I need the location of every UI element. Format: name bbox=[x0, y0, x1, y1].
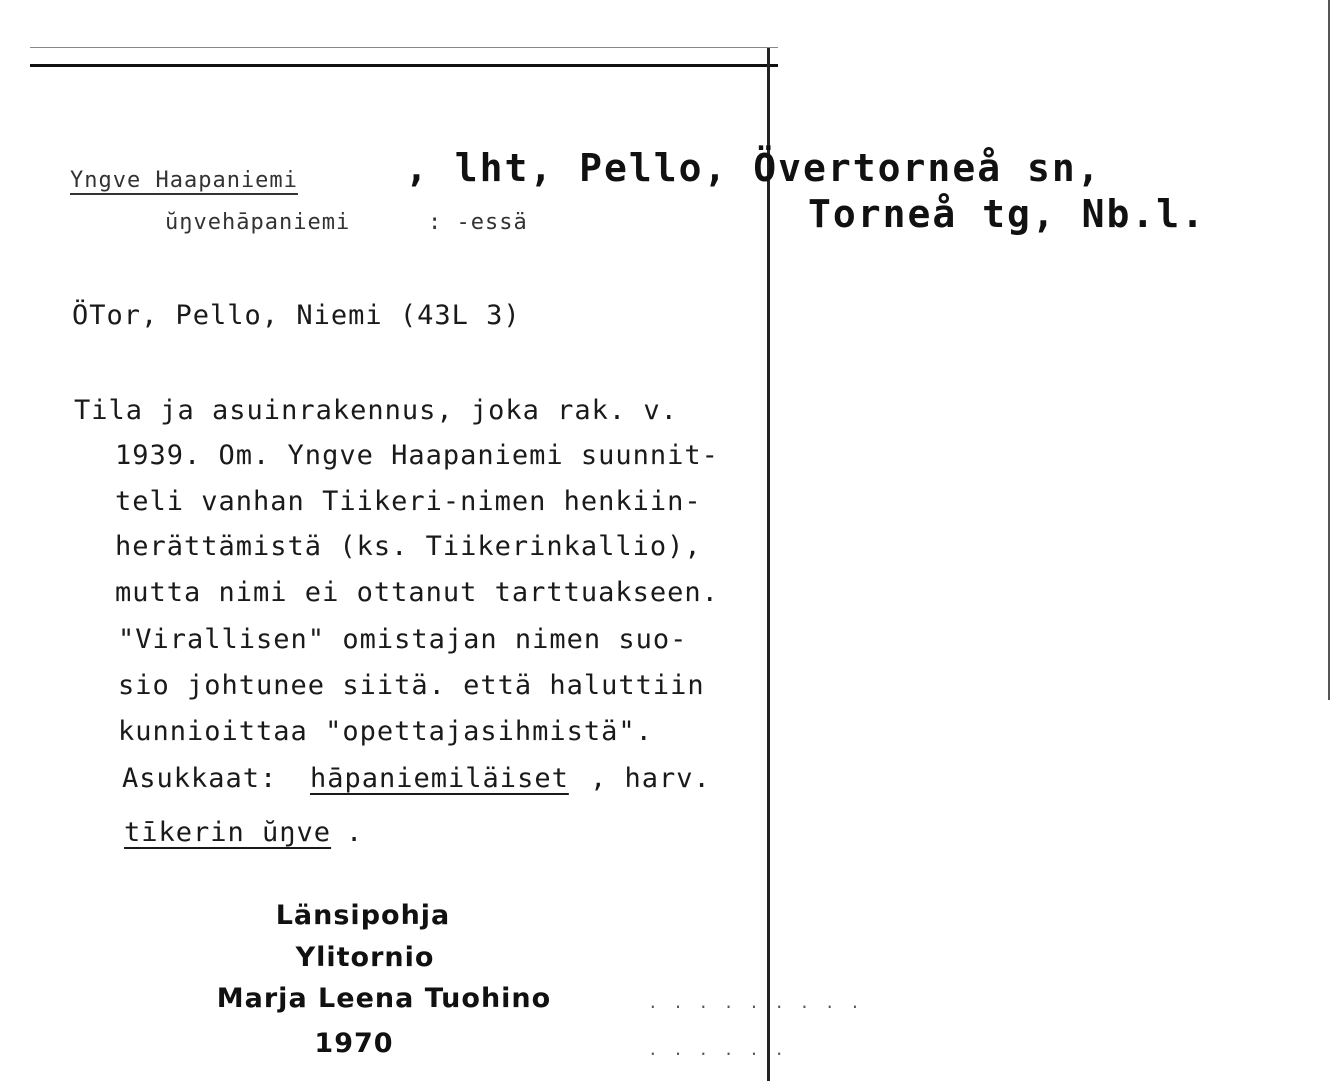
case-form: : -essä bbox=[428, 210, 528, 235]
residents-name-2: tīkerin ŭŋve bbox=[124, 817, 332, 848]
column-divider bbox=[767, 48, 770, 1081]
heading-right: , lht, Pello, Övertorneå sn, bbox=[405, 146, 1102, 190]
location-line: ÖTor, Pello, Niemi (43L 3) bbox=[72, 300, 521, 331]
residents-separator: , harv. bbox=[590, 763, 711, 794]
body-line-5: mutta nimi ei ottanut tarttuakseen. bbox=[115, 577, 719, 608]
place-name-heading: Yngve Haapaniemi bbox=[70, 168, 298, 193]
heading-right-2: Torneå tg, Nb.l. bbox=[808, 192, 1207, 236]
dotted-marks-1: . . . . . . . . . bbox=[648, 993, 863, 1012]
body-line-7: sio johtunee siitä. että haluttiin bbox=[118, 670, 705, 701]
top-rule-faint bbox=[30, 47, 778, 48]
card-right-edge bbox=[1328, 0, 1330, 700]
stamp-parish: Ylitornio bbox=[295, 942, 435, 973]
body-line-4: herättämistä (ks. Tiikerinkallio), bbox=[115, 531, 702, 562]
pronunciation: ŭŋvehāpaniemi bbox=[165, 210, 351, 235]
residents-label: Asukkaat: bbox=[122, 763, 278, 794]
body-line-8: kunnioittaa "opettajasihmistä". bbox=[118, 716, 653, 747]
stamp-collector: Marja Leena Tuohino bbox=[216, 983, 552, 1014]
residents-end: . bbox=[346, 817, 364, 848]
body-line-1: Tila ja asuinrakennus, joka rak. v. bbox=[74, 395, 678, 426]
body-line-3: teli vanhan Tiikeri-nimen henkiin- bbox=[115, 486, 702, 517]
residents-name-1: hāpaniemiläiset bbox=[310, 763, 569, 794]
stamp-region: Länsipohja bbox=[275, 900, 451, 931]
body-line-2: 1939. Om. Yngve Haapaniemi suunnit- bbox=[115, 440, 719, 471]
stamp-year: 1970 bbox=[314, 1028, 394, 1059]
top-rule bbox=[30, 64, 778, 67]
body-line-6: "Virallisen" omistajan nimen suo- bbox=[118, 624, 688, 655]
dotted-marks-2: . . . . . . bbox=[648, 1040, 787, 1059]
